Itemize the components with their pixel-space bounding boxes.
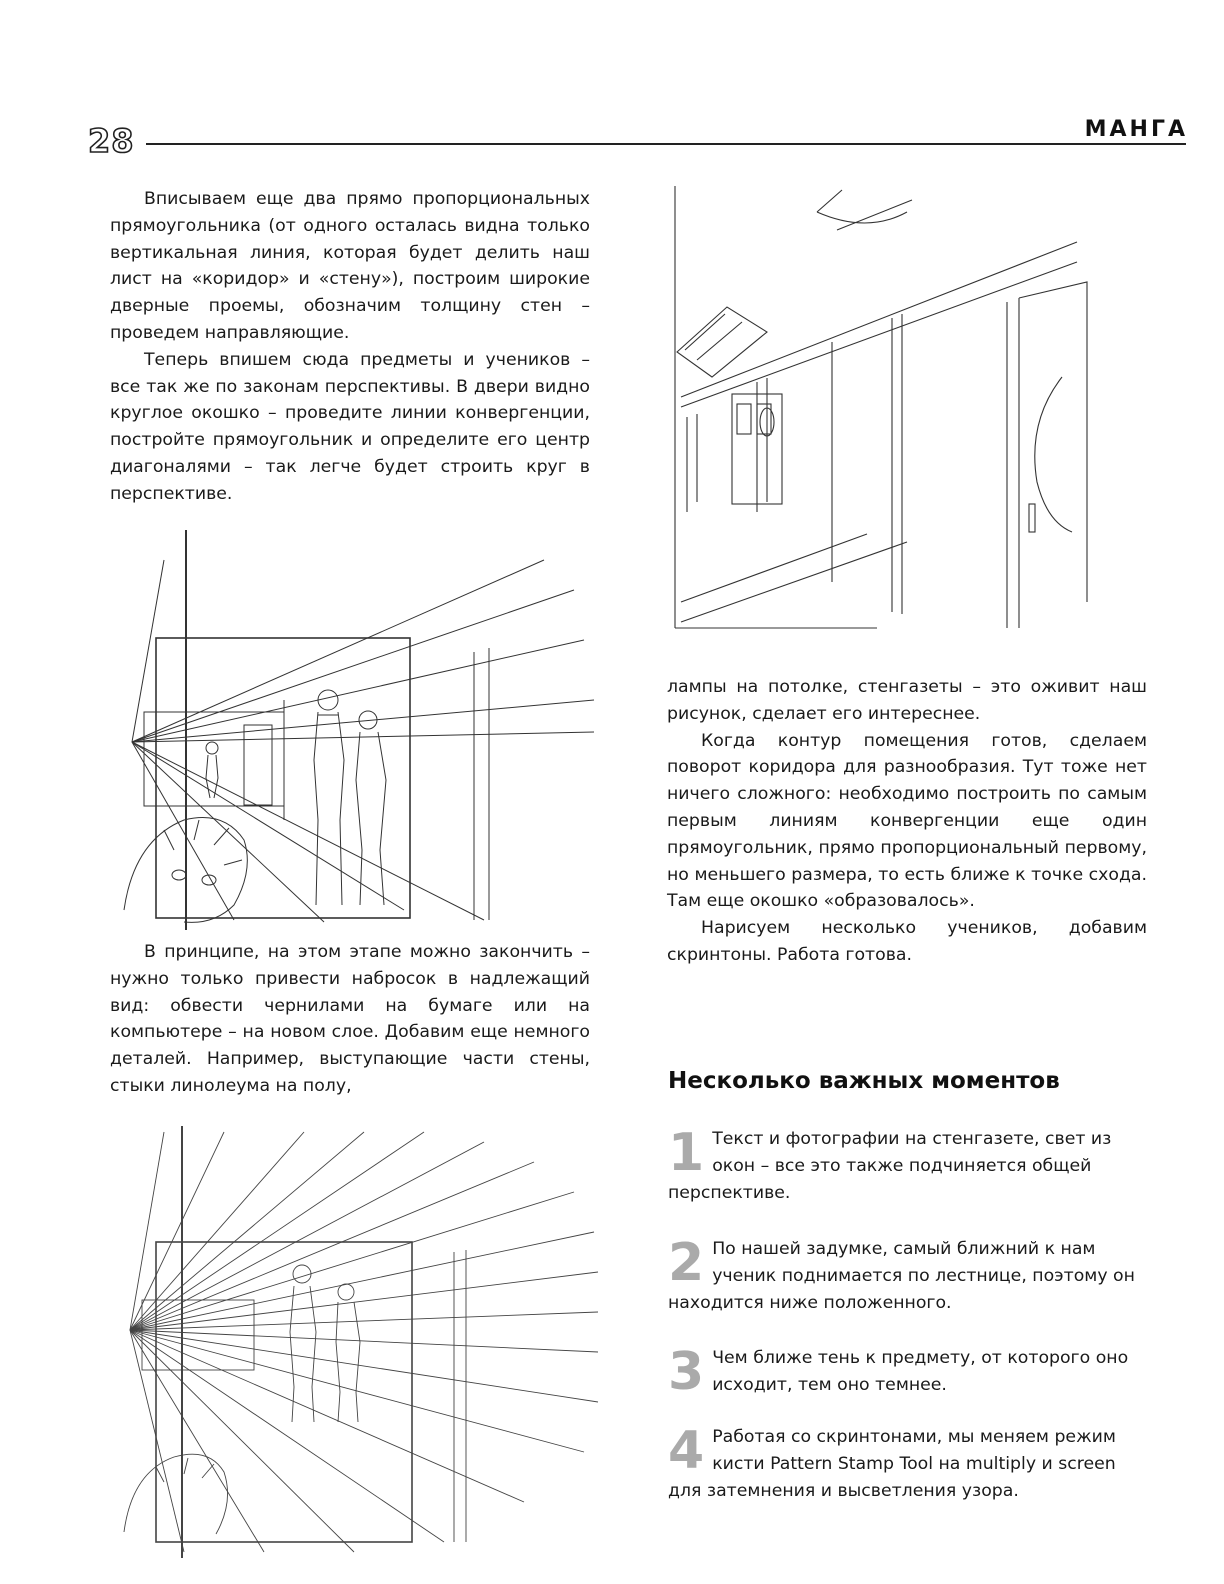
paragraph: В принципе, на этом этапе можно закончить – нужно только привести набросок в надлежащий вид: обвести чернилами на бумаге или на компьютере – на новом слое. Добавим еще немного деталей. Например, выступающие части стены, стыки линолеума на полу, — [110, 942, 590, 1096]
right-text-middle — [667, 674, 1147, 969]
paragraph: Нарисуем несколько учеников, добавим скринтоны. Работа готова. — [667, 918, 1147, 965]
corridor-sketch-figure — [104, 520, 600, 932]
left-text-top — [110, 186, 590, 508]
paragraph: лампы на потолке, стенгазеты – это оживит наш рисунок, сделает его интереснее. — [667, 677, 1147, 724]
running-header: МАНГА — [1084, 117, 1188, 142]
note-text: По нашей задумке, самый ближний к нам ученик поднимается по лестнице, поэтому он находится ниже положенного. — [668, 1239, 1135, 1313]
note-text: Работая со скринтонами, мы меняем режим кисти Pattern Stamp Tool на multiply и screen для затемнения и высветления узора. — [668, 1427, 1116, 1501]
important-note — [668, 1233, 1148, 1317]
important-note — [668, 1123, 1148, 1207]
perspective-grid-figure — [104, 1122, 600, 1560]
paragraph: Когда контур помещения готов, сделаем поворот коридора для разнообразия. Тут тоже нет ничего сложного: необходимо построить по самым первым линиям конвергенции еще один прямоугольник, прямо пропорциональный первому, но меньшего размера, то есть ближе к точке схода. Там еще окошко «образовалось». — [667, 730, 1147, 912]
finished-corridor-figure — [667, 182, 1151, 634]
note-number: 2 — [668, 1233, 705, 1293]
note-number: 4 — [668, 1421, 705, 1481]
note-text: Текст и фотографии на стенгазете, свет из окон – все это также подчиняется общей перспективе. — [668, 1129, 1112, 1203]
note-number: 3 — [668, 1342, 705, 1402]
note-text: Чем ближе тень к предмету, от которого оно исходит, тем оно темнее. — [712, 1348, 1129, 1395]
header-rule — [146, 143, 1186, 145]
important-note — [668, 1342, 1148, 1402]
page-number: 28 — [88, 122, 135, 160]
section-title: Несколько важных моментов — [668, 1068, 1060, 1094]
note-number: 1 — [668, 1123, 705, 1183]
paragraph: Теперь впишем сюда предметы и учеников – все так же по законам перспективы. В двери видно круглое окошко – проведите линии конвергенции, постройте прямоугольник и определите его центр диагоналями – так легче будет строить круг в перспективе. — [110, 349, 590, 504]
important-note — [668, 1421, 1148, 1505]
left-text-middle — [110, 939, 590, 1100]
paragraph: Вписываем еще два прямо пропорциональных прямоугольника (от одного осталась видна только вертикальная линия, которая будет делить наш лист на «коридор» и «стену»), построим широкие дверные проемы, обозначим толщину стен – проведем направляющие. — [110, 189, 590, 343]
